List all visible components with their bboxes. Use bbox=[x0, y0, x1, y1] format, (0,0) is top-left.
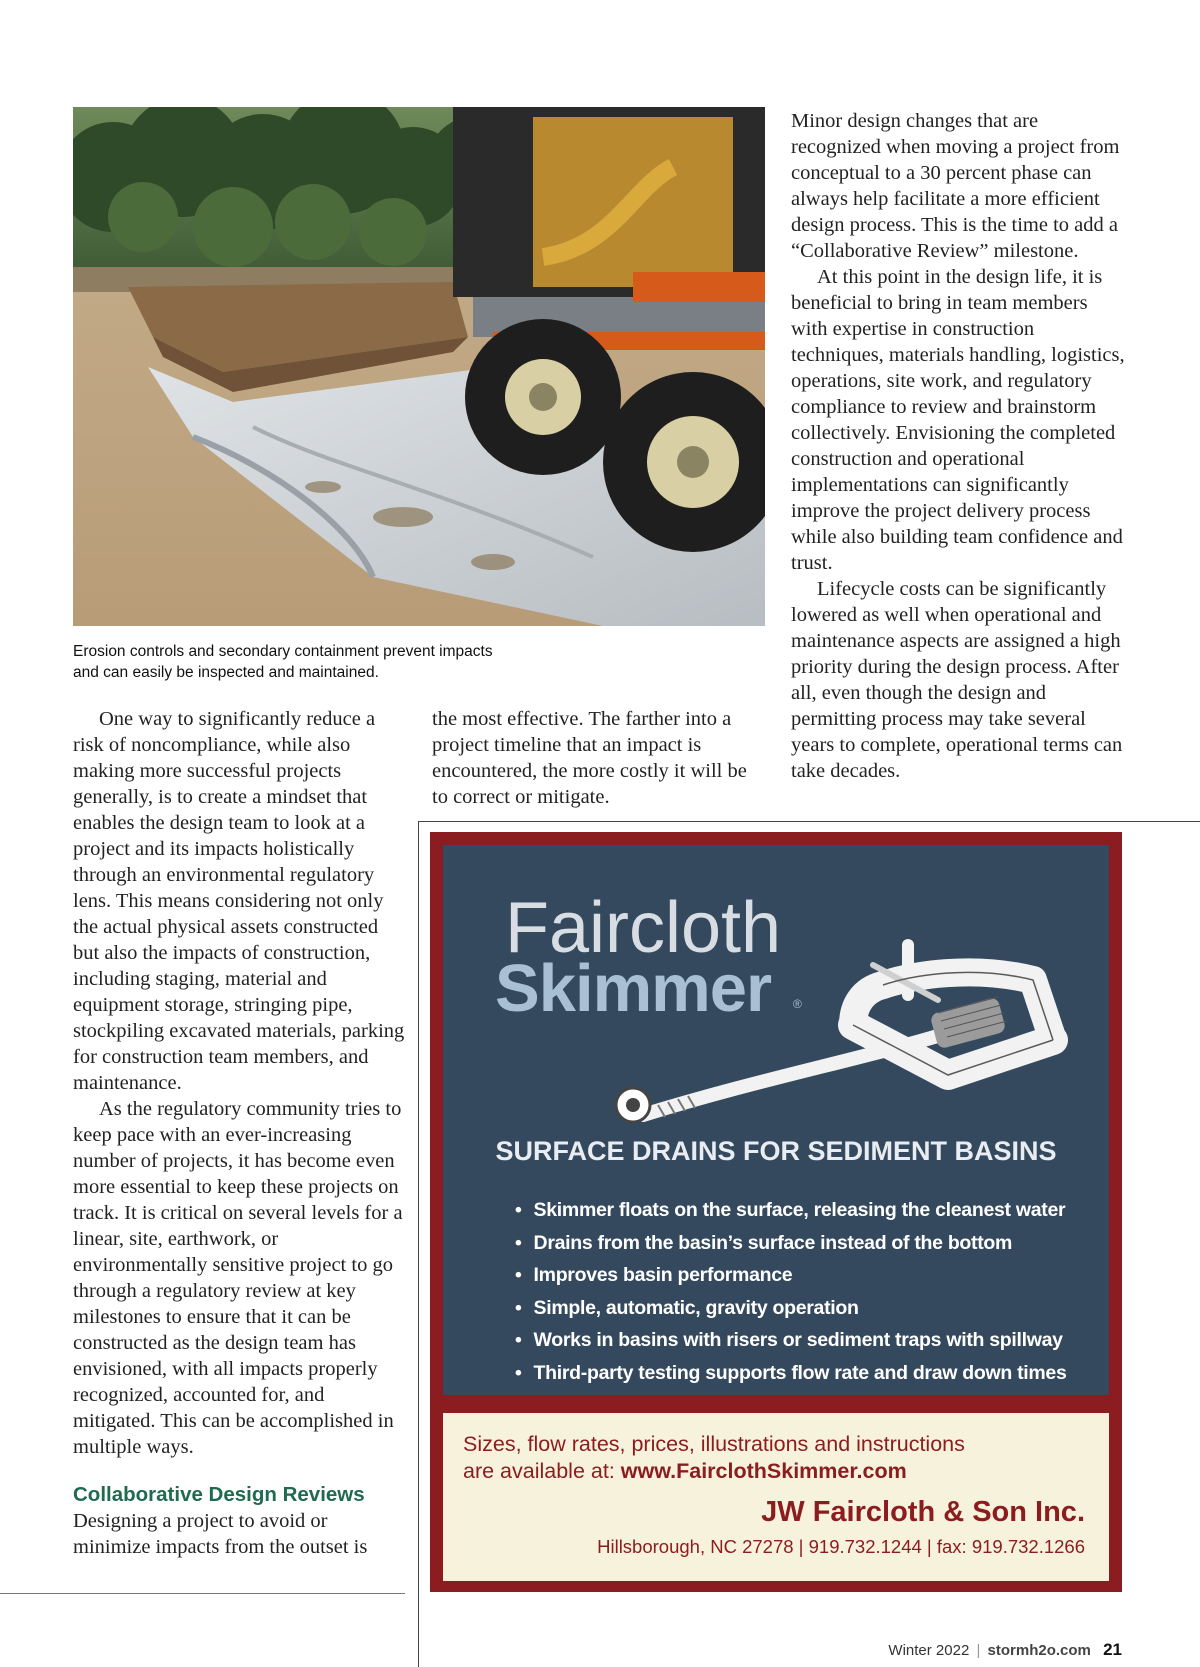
col2-paragraph-1: the most effective. The farther into a project timeline that an impact is encountered, the more costly it will be to correct or mitigate. bbox=[432, 708, 747, 808]
issue-label: Winter 2022 bbox=[888, 1642, 970, 1659]
ad-brand-line-2: Skimmer bbox=[495, 951, 772, 1026]
page-number: 21 bbox=[1103, 1640, 1122, 1659]
article-photo bbox=[73, 107, 765, 626]
section-subheading: Collaborative Design Reviews bbox=[73, 1483, 365, 1506]
faircloth-skimmer-ad[interactable] bbox=[430, 832, 1122, 1592]
column-divider-rule bbox=[0, 1593, 405, 1594]
article-column-3 bbox=[791, 108, 1126, 784]
photo-caption bbox=[73, 641, 673, 683]
photo-image bbox=[73, 107, 765, 626]
page-footer bbox=[888, 1640, 1122, 1660]
ad-availability-line-1: Sizes, flow rates, prices, illustrations and instructions bbox=[463, 1432, 965, 1456]
col3-paragraph-1: Minor design changes that are recognized when moving a project from conceptual to a 30 percent phase can always help facilitate a more efficient design process. This is the time to add a “Collaborative Review” milestone. bbox=[791, 110, 1120, 262]
col3-paragraph-2: At this point in the design life, it is beneficial to bring in team members with expertise in construction techniques, materials handling, logistics, operations, site work, and regulatory compliance to review and brainstorm collectively. Envisioning the completed construction and operational implementations can significantly improve the project delivery process while also building team confidence and trust. bbox=[791, 266, 1125, 574]
ad-feature-item: • Simple, automatic, gravity operation bbox=[515, 1292, 1095, 1325]
skimmer-device-illustration-icon bbox=[553, 905, 1093, 1135]
ad-feature-item: • Third-party testing supports flow rate and draw down times bbox=[515, 1357, 1095, 1390]
ad-availability-prefix: are available at: bbox=[463, 1459, 621, 1483]
article-column-2 bbox=[432, 706, 762, 810]
ad-website-link[interactable]: www.FairclothSkimmer.com bbox=[620, 1459, 907, 1483]
ad-frame-rule-top bbox=[418, 821, 1200, 822]
ad-feature-item: • Drains from the basin’s surface instead of the bottom bbox=[515, 1227, 1095, 1260]
col1-paragraph-3: Designing a project to avoid or minimize impacts from the outset is bbox=[73, 1510, 368, 1558]
ad-bottom-panel bbox=[443, 1413, 1109, 1581]
ad-feature-item: • Works in basins with risers or sediment traps with spillway bbox=[515, 1324, 1095, 1357]
ad-feature-item: • Improves basin performance bbox=[515, 1259, 1095, 1292]
footer-separator: | bbox=[976, 1642, 981, 1659]
article-column-1 bbox=[73, 706, 408, 1560]
ad-contact-info: Hillsborough, NC 27278 | 919.732.1244 | fax: 919.732.1266 bbox=[597, 1536, 1085, 1557]
caption-line-2: and can easily be inspected and maintained. bbox=[73, 664, 379, 681]
ad-frame-rule-left bbox=[418, 821, 419, 1667]
col1-paragraph-1: One way to significantly reduce a risk of noncompliance, while also making more successful projects generally, is to create a mindset that enables the design team to look at a project and its impacts holistically through an environmental regulatory lens. This means considering not only the actual physical assets constructed but also the impacts of construction, including staging, material and equipment storage, stringing pipe, stockpiling excavated materials, parking for construction team members, and maintenance. bbox=[73, 708, 405, 1094]
ad-brand-line-1: Faircloth bbox=[505, 888, 782, 968]
ad-headline: SURFACE DRAINS FOR SEDIMENT BASINS bbox=[495, 1136, 1057, 1166]
registered-mark: ® bbox=[793, 997, 802, 1011]
ad-top-panel bbox=[443, 845, 1109, 1395]
ad-company-name: JW Faircloth & Son Inc. bbox=[761, 1496, 1085, 1528]
col1-paragraph-2: As the regulatory community tries to keep pace with an ever-increasing number of projects, it has become even more essential to keep these projects on track. It is critical on several levels for a linear, site, earthwork, or environmentally sensitive project to go through a regulatory review at key milestones to ensure that it can be constructed as the design team has envisioned, with all impacts properly recognized, accounted for, and mitigated. This can be accomplished in multiple ways. bbox=[73, 1098, 403, 1458]
caption-line-1: Erosion controls and secondary containment prevent impacts bbox=[73, 643, 493, 660]
ad-availability-line-2 bbox=[463, 1458, 907, 1485]
site-link[interactable]: stormh2o.com bbox=[987, 1642, 1091, 1659]
ad-feature-list bbox=[515, 1194, 1095, 1389]
col3-paragraph-3: Lifecycle costs can be significantly lowered as well when operational and maintenance aspects are assigned a high priority during the design process. After all, even though the design and permitting process may take several years to complete, operational terms can take decades. bbox=[791, 578, 1123, 782]
ad-feature-item: • Skimmer floats on the surface, releasing the cleanest water bbox=[515, 1194, 1095, 1227]
